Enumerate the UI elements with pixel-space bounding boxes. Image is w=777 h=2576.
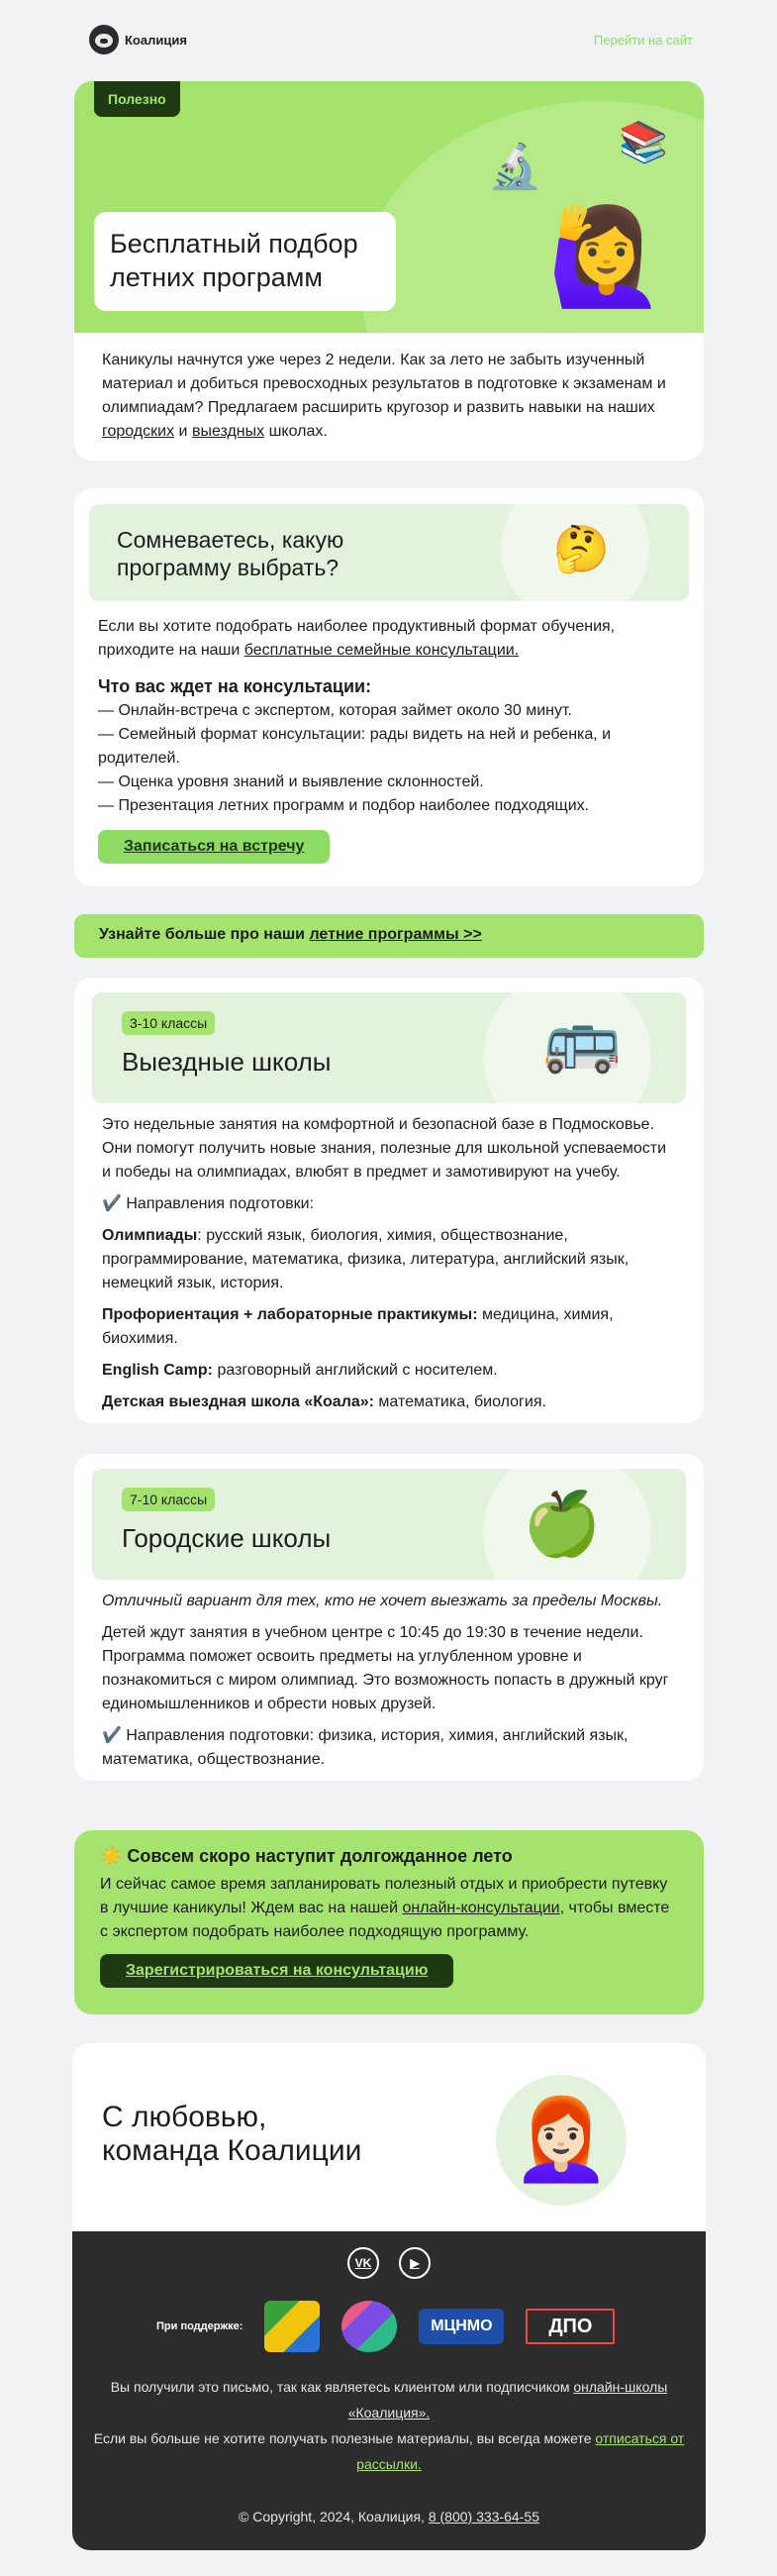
list-item: — Презентация летних программ и подбор наиболее подходящих. — [98, 797, 590, 814]
signature — [72, 2043, 706, 2231]
partner-logo-1-icon[interactable] — [264, 2301, 320, 2352]
city-schools-panel — [92, 1469, 686, 1580]
consultation-text-part: Если вы хотите подобрать наиболее продуктивный формат обучения, приходите на наши — [98, 618, 616, 659]
signature-text — [102, 2101, 361, 2168]
unsubscribe-note — [92, 2425, 686, 2477]
olympiad-direction — [102, 1224, 676, 1295]
register-consultation-button[interactable]: Зарегистрироваться на консультацию — [100, 1954, 453, 1988]
summer-text — [100, 1873, 678, 1944]
summer-text-part: , чтобы вместе с экспертом подобрать наиболее подходящую программу. — [100, 1900, 670, 1940]
direction-label: Олимпиады — [102, 1227, 198, 1244]
city-schools-text: Детей ждут занятия в учебном центре с 10:45 до 19:30 в течение недели. Программа поможет освоить предметы на углубленном уровне и познакомиться с миром олимпиад. Это возможность попасть в дружный круг единомышленников и обрести новых друзей. — [102, 1624, 669, 1712]
city-schools-card — [74, 1454, 704, 1781]
hero-title: Бесплатный подбор летних программ — [94, 212, 396, 311]
microscope-icon: 🔬 — [488, 143, 542, 191]
consultation-list-title: Что вас ждет на консультации: — [98, 676, 372, 696]
note-text: Вы получили это письмо, так как являетесь клиентом или подписчиком — [110, 2379, 574, 2395]
consultation-title: Сомневаетесь, какую программу выбрать? — [117, 527, 344, 580]
footer — [72, 2231, 706, 2550]
english-camp-direction — [102, 1359, 676, 1383]
list-item: — Семейный формат консультации: рады видеть на ней и ребенка, и родителей. — [98, 726, 612, 767]
programs-banner — [74, 914, 704, 958]
consultation-card — [74, 488, 704, 886]
direction-text: математика, биология. — [373, 1393, 546, 1410]
hero-text-part: школах. — [264, 423, 328, 440]
mccme-logo[interactable]: МЦНМО — [419, 2309, 504, 2344]
summer-title: ☀️ Совсем скоро наступит долгожданное лето — [100, 1846, 513, 1866]
summer-block — [74, 1830, 704, 2014]
logo-text: Коалиция — [125, 32, 187, 48]
vk-icon[interactable]: VK — [347, 2247, 379, 2279]
hero-text-part: Каникулы начнутся уже через 2 недели. Как за лето не забыть изученный материал и добиться превосходных результатов в подготовке к экзаменам и олимпиадам? Предлагаем расширить кругозор и развить навыки на наших — [102, 352, 666, 416]
book-meeting-button[interactable]: Записаться на встречу — [98, 830, 330, 864]
banner-text: Узнайте больше про наши — [99, 926, 310, 943]
city-schools-title: Городские школы — [122, 1523, 332, 1553]
city-schools-italic: Отличный вариант для тех, кто не хочет выезжать за пределы Москвы. — [102, 1593, 663, 1609]
direction-text: медицина, химия, биохимия. — [102, 1306, 614, 1347]
support-label: При поддержке: — [156, 2320, 243, 2332]
go-to-site-link[interactable]: Перейти на сайт — [593, 32, 693, 48]
free-consultations-link[interactable]: бесплатные семейные консультации. — [243, 642, 520, 659]
school-bus-icon: 🚌 — [542, 1003, 622, 1075]
books-icon: 📚 — [619, 121, 668, 164]
list-item: — Оценка уровня знаний и выявление склонностей. — [98, 773, 484, 790]
consultation-text — [89, 615, 689, 663]
city-schools-link[interactable]: городских — [102, 423, 175, 440]
outdoor-intro: Это недельные занятия на комфортной и безопасной базе в Подмосковье. Они помогут получить новые знания, полезные для школьной успеваемости и победы на олимпиадах, влюбят в предмет и замотивируют на учебу. — [102, 1116, 667, 1181]
avatar: 👩🏻‍🦰 — [496, 2075, 627, 2206]
koala-logo-icon — [89, 25, 119, 54]
summer-programs-link[interactable]: летние программы >> — [309, 926, 482, 943]
useful-tag: Полезно — [94, 81, 180, 117]
list-item: — Онлайн-встреча с экспертом, которая займет около 30 минут. — [98, 702, 572, 719]
unsubscribe-link[interactable]: отписаться от рассылки. — [356, 2430, 685, 2472]
directions-heading: ✔️ Направления подготовки: — [102, 1195, 315, 1212]
social-links — [347, 2247, 431, 2279]
partners — [156, 2301, 615, 2352]
direction-label: Детская выездная школа «Коала»: — [102, 1393, 374, 1410]
consultation-panel — [89, 504, 689, 601]
signature-footer-card — [72, 2043, 706, 2550]
outdoor-schools-link[interactable]: выездных — [191, 423, 265, 440]
dpo-logo[interactable]: ДПО — [526, 2309, 615, 2344]
partner-logo-2-icon[interactable] — [341, 2301, 397, 2352]
online-consultation-link[interactable]: онлайн-консультации — [402, 1900, 560, 1916]
city-directions: ✔️ Направления подготовки: физика, история, химия, английский язык, математика, обществознание. — [102, 1727, 629, 1768]
hero-banner — [74, 81, 704, 333]
apple-icon: 🍏 — [523, 1488, 602, 1559]
koala-school-direction — [102, 1391, 676, 1414]
school-link[interactable]: онлайн-школы «Коалиция». — [347, 2379, 668, 2421]
copyright — [92, 2509, 686, 2524]
youtube-icon[interactable]: ▶ — [399, 2247, 431, 2279]
outdoor-schools-card — [74, 978, 704, 1423]
outdoor-schools-body — [92, 1103, 686, 1414]
grades-badge: 3-10 классы — [122, 1011, 215, 1035]
signature-line: С любовью, — [102, 2101, 267, 2133]
outdoor-schools-title: Выездные школы — [122, 1047, 332, 1077]
logo[interactable] — [89, 25, 187, 54]
subscription-note — [92, 2374, 686, 2425]
direction-label: English Camp: — [102, 1362, 214, 1379]
outdoor-schools-panel — [92, 992, 686, 1103]
consultation-list — [89, 699, 689, 818]
summer-text-part: И сейчас самое время запланировать полезный отдых и приобрести путевку в лучшие каникулы! Ждем вас на нашей — [100, 1876, 668, 1916]
thinking-face-icon: 🤔 — [552, 523, 610, 574]
note-text: Если вы больше не хотите получать полезные материалы, вы всегда можете — [93, 2430, 596, 2446]
direction-text: : русский язык, биология, химия, обществознание, программирование, математика, физика, литература, английский язык, немецкий язык, история. — [102, 1227, 630, 1291]
raising-hand-icon: 🙋‍♀️ — [547, 204, 666, 310]
hero-card — [74, 81, 704, 461]
copyright-text: © Copyright, 2024, Коалиция, — [239, 2509, 429, 2524]
direction-text: разговорный английский с носителем. — [213, 1362, 498, 1379]
email-header — [89, 22, 693, 57]
phone-link[interactable]: 8 (800) 333-64-55 — [428, 2509, 539, 2524]
signature-line: команда Коалиции — [102, 2134, 362, 2167]
direction-label: Профориентация + лабораторные практикумы: — [102, 1306, 478, 1323]
hero-text-part: и — [174, 423, 192, 440]
hero-text — [74, 333, 704, 460]
city-schools-body — [92, 1580, 686, 1772]
grades-badge: 7-10 классы — [122, 1488, 215, 1511]
career-direction — [102, 1303, 676, 1351]
